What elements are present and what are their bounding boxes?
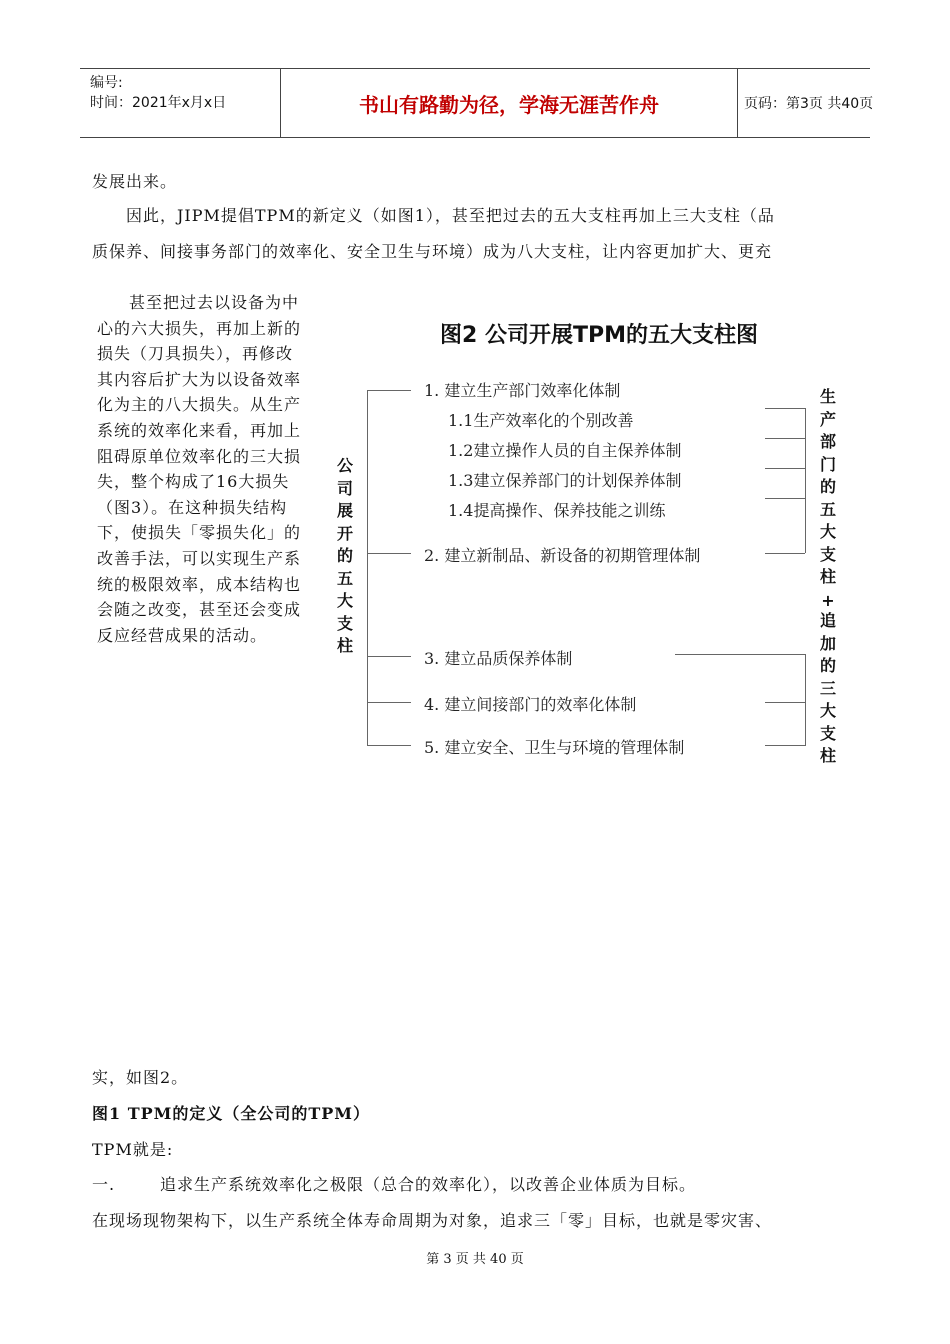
side-paragraph <box>97 290 302 648</box>
right-upper-tick-5 <box>765 553 805 554</box>
item-3: 3. 建立品质保养体制 <box>424 649 573 668</box>
right-lower-bracket <box>805 654 806 746</box>
body-last-line: 在现场现物架构下，以生产系统全体寿命周期为对象，追求三「零」目标，也就是零灾害、 <box>92 1211 773 1230</box>
side-paragraph-text: 甚至把过去以设备为中心的六大损失，再加上新的损失（刀具损失），再修改其内容后扩大为以设备效率化为主的八大损失。从生产系统的效率化来看，再加上阻碍原单位效率化的三大损失，整个构成了16大损失（图3）。在这种损失结构下，使损失「零损失化」的改善手法，可以实现生产系统的极限效率，成本结构也会随之改变，甚至还会变成反应经营成果的活动。 <box>97 293 302 645</box>
right-plus: + <box>821 591 835 610</box>
left-bracket-line <box>367 390 368 745</box>
item-1-3: 1.3建立保养部门的计划保养体制 <box>448 471 682 490</box>
right-upper-tick-1 <box>765 408 805 409</box>
right-upper-tick-4 <box>765 498 805 499</box>
right-upper-bracket <box>805 408 806 553</box>
figure-1-caption: 图1 TPM的定义（全公司的TPM） <box>92 1104 371 1123</box>
item-1: 1. 建立生产部门效率化体制 <box>424 381 621 400</box>
code-label: 编号: <box>90 75 123 91</box>
tpm-is-label: TPM就是: <box>92 1140 174 1159</box>
header-motto: 书山有路勤为径，学海无涯苦作舟 <box>280 69 738 137</box>
time-label: 时间：2021年x月x日 <box>90 95 227 111</box>
item-1-number: 一. <box>92 1175 116 1194</box>
diagram-title: 图2 公司开展TPM的五大支柱图 <box>440 323 758 348</box>
connector-2 <box>367 553 411 554</box>
connector-4 <box>367 702 411 703</box>
right-lower-tick-2 <box>765 702 805 703</box>
header-page-label: 页码：第3页 共40页 <box>744 96 874 112</box>
header-meta <box>80 69 280 137</box>
right-upper-tick-2 <box>765 438 805 439</box>
page-header <box>80 68 874 138</box>
body-line-2: 因此，JIPM提倡TPM的新定义（如图1），甚至把过去的五大支柱再加上三大支柱（品 <box>126 206 775 225</box>
body-line-after-figure: 实，如图2。 <box>92 1068 189 1087</box>
item-1-4: 1.4提高操作、保养技能之训练 <box>448 501 666 520</box>
right-upper-tick-3 <box>765 468 805 469</box>
item-1-text: 追求生产系统效率化之极限（总合的效率化），以改善企业体质为目标。 <box>160 1175 697 1194</box>
left-vertical-label: 公司展开的五大支柱 <box>336 456 353 655</box>
connector-5 <box>367 745 411 746</box>
page-footer: 第 3 页 共 40 页 <box>426 1252 524 1267</box>
item-1-1: 1.1生产效率化的个别改善 <box>448 411 634 430</box>
item-5: 5. 建立安全、卫生与环境的管理体制 <box>424 738 685 757</box>
body-line-1: 发展出来。 <box>92 172 178 191</box>
right-lower-tick-3 <box>765 745 805 746</box>
item-2: 2. 建立新制品、新设备的初期管理体制 <box>424 546 701 565</box>
right-lower-tick-1 <box>675 654 805 655</box>
item-4: 4. 建立间接部门的效率化体制 <box>424 695 637 714</box>
right-vertical-label-top: 生产部门的五大支柱 <box>819 387 836 586</box>
right-vertical-label-bottom: 追加的三大支柱 <box>819 611 836 765</box>
connector-1 <box>367 390 411 391</box>
body-line-3: 质保养、间接事务部门的效率化、安全卫生与环境）成为八大支柱，让内容更加扩大、更充 <box>92 242 773 261</box>
figure-2-diagram <box>320 300 860 780</box>
connector-3 <box>367 656 411 657</box>
item-1-2: 1.2建立操作人员的自主保养体制 <box>448 441 682 460</box>
